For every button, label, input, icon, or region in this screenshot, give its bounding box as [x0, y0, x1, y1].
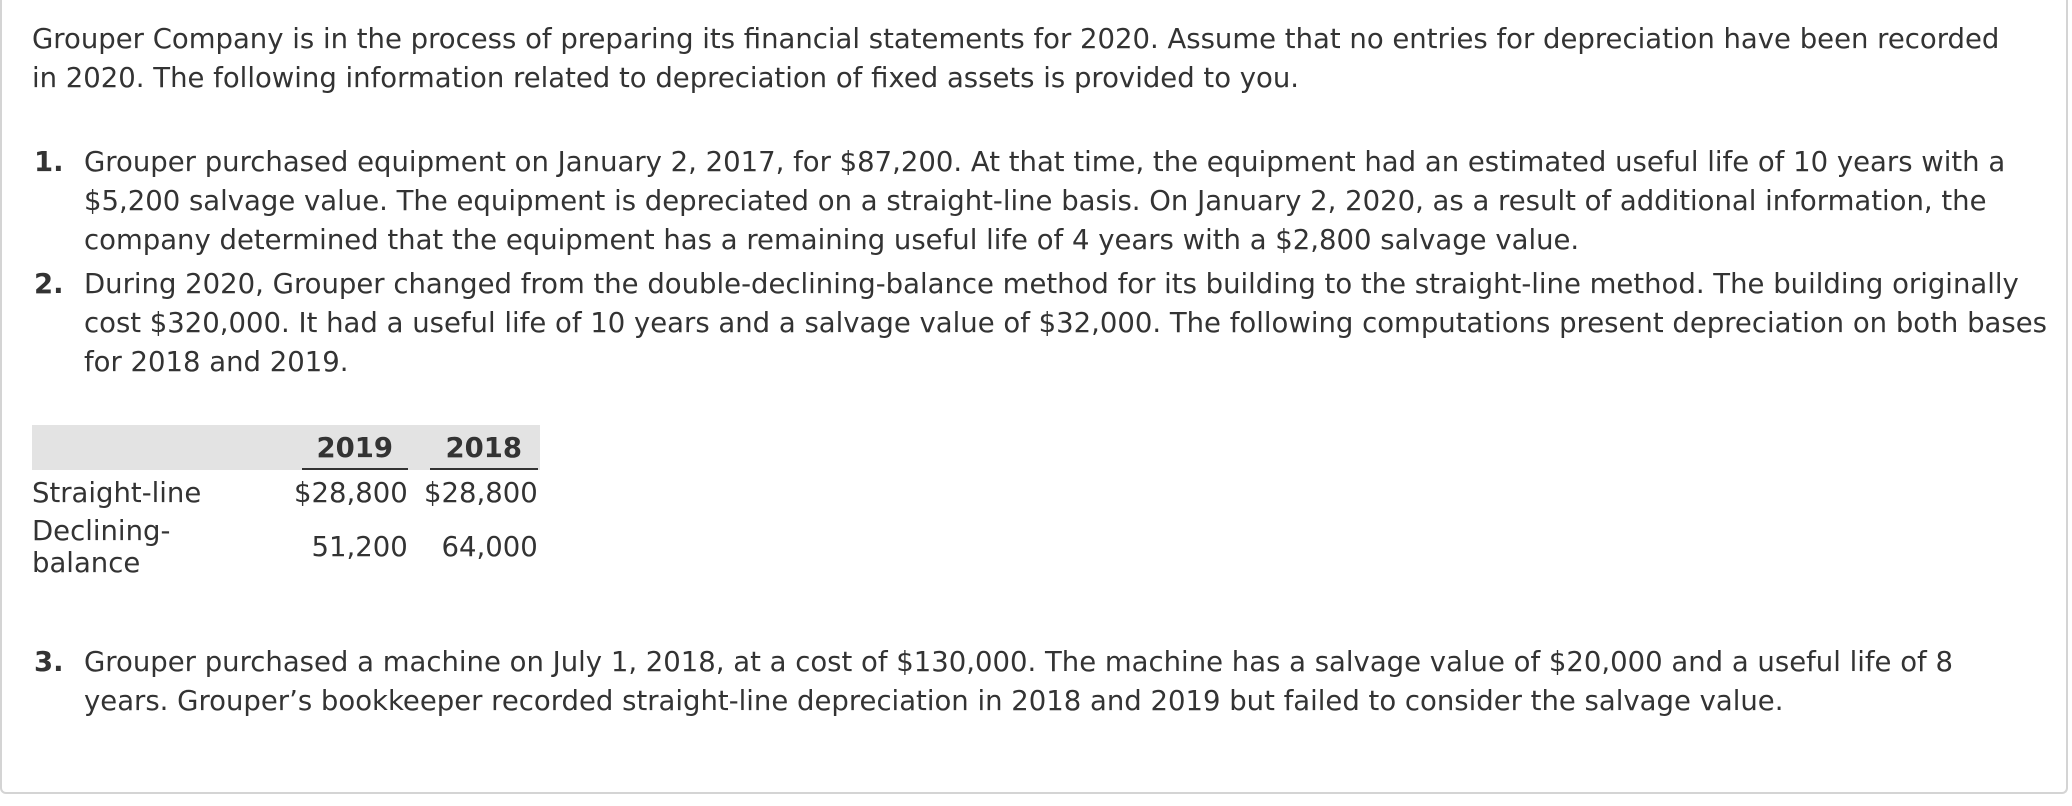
item-number: 3. [34, 646, 64, 678]
table-row [32, 515, 540, 579]
cell-value: 51,200 [311, 531, 408, 563]
item-number: 2. [34, 268, 64, 300]
item-text: During 2020, Grouper changed from the double-declining-balance method for its building to the straight-line method. The building originally cost $320,000. It had a useful life of 10 years and a salvage value of $32,000. The following computations present depreciation on both bases for 2018 and 2019. [84, 268, 2047, 378]
table-row [32, 470, 540, 515]
intro-paragraph: Grouper Company is in the process of preparing its financial statements for 2020. Assume that no entries for depreciation have been recorded in 2020. The following information related to depreciation of fixed assets is provided to you. [32, 23, 2000, 94]
cell-value: $28,800 [294, 476, 408, 509]
depreciation-table [32, 425, 540, 579]
list-item-3 [32, 643, 2042, 721]
item-text: Grouper purchased equipment on January 2, 2017, for $87,200. At that time, the equipment had an estimated useful life of 10 years with a $5,200 salvage value. The equipment is depreciated on a straight-line basis. On January 2, 2020, as a result of additional information, the company determined that the equipment has a remaining useful life of 4 years with a $2,800 salvage value. [84, 146, 2006, 256]
row-label: Straight-line [32, 476, 202, 509]
table-header-row [32, 425, 540, 470]
item-text: Grouper purchased a machine on July 1, 2018, at a cost of $130,000. The machine has a salvage value of $20,000 and a useful life of 8 years. Grouper’s bookkeeper recorded straight-line depreciation in 2018 and 2019 but failed to consider the salvage value. [84, 646, 1953, 717]
list-item-2 [32, 265, 2062, 382]
row-label: Declining-balance [32, 515, 171, 579]
list-item-1 [32, 143, 2042, 260]
header-cell [294, 425, 408, 470]
year-header-2018: 2018 [430, 432, 538, 470]
year-header-2019: 2019 [302, 432, 408, 470]
header-corner [32, 425, 294, 470]
header-cell [408, 425, 540, 470]
cell-value: $28,800 [424, 476, 538, 509]
cell-value: 64,000 [441, 531, 538, 563]
item-number: 1. [34, 146, 64, 178]
